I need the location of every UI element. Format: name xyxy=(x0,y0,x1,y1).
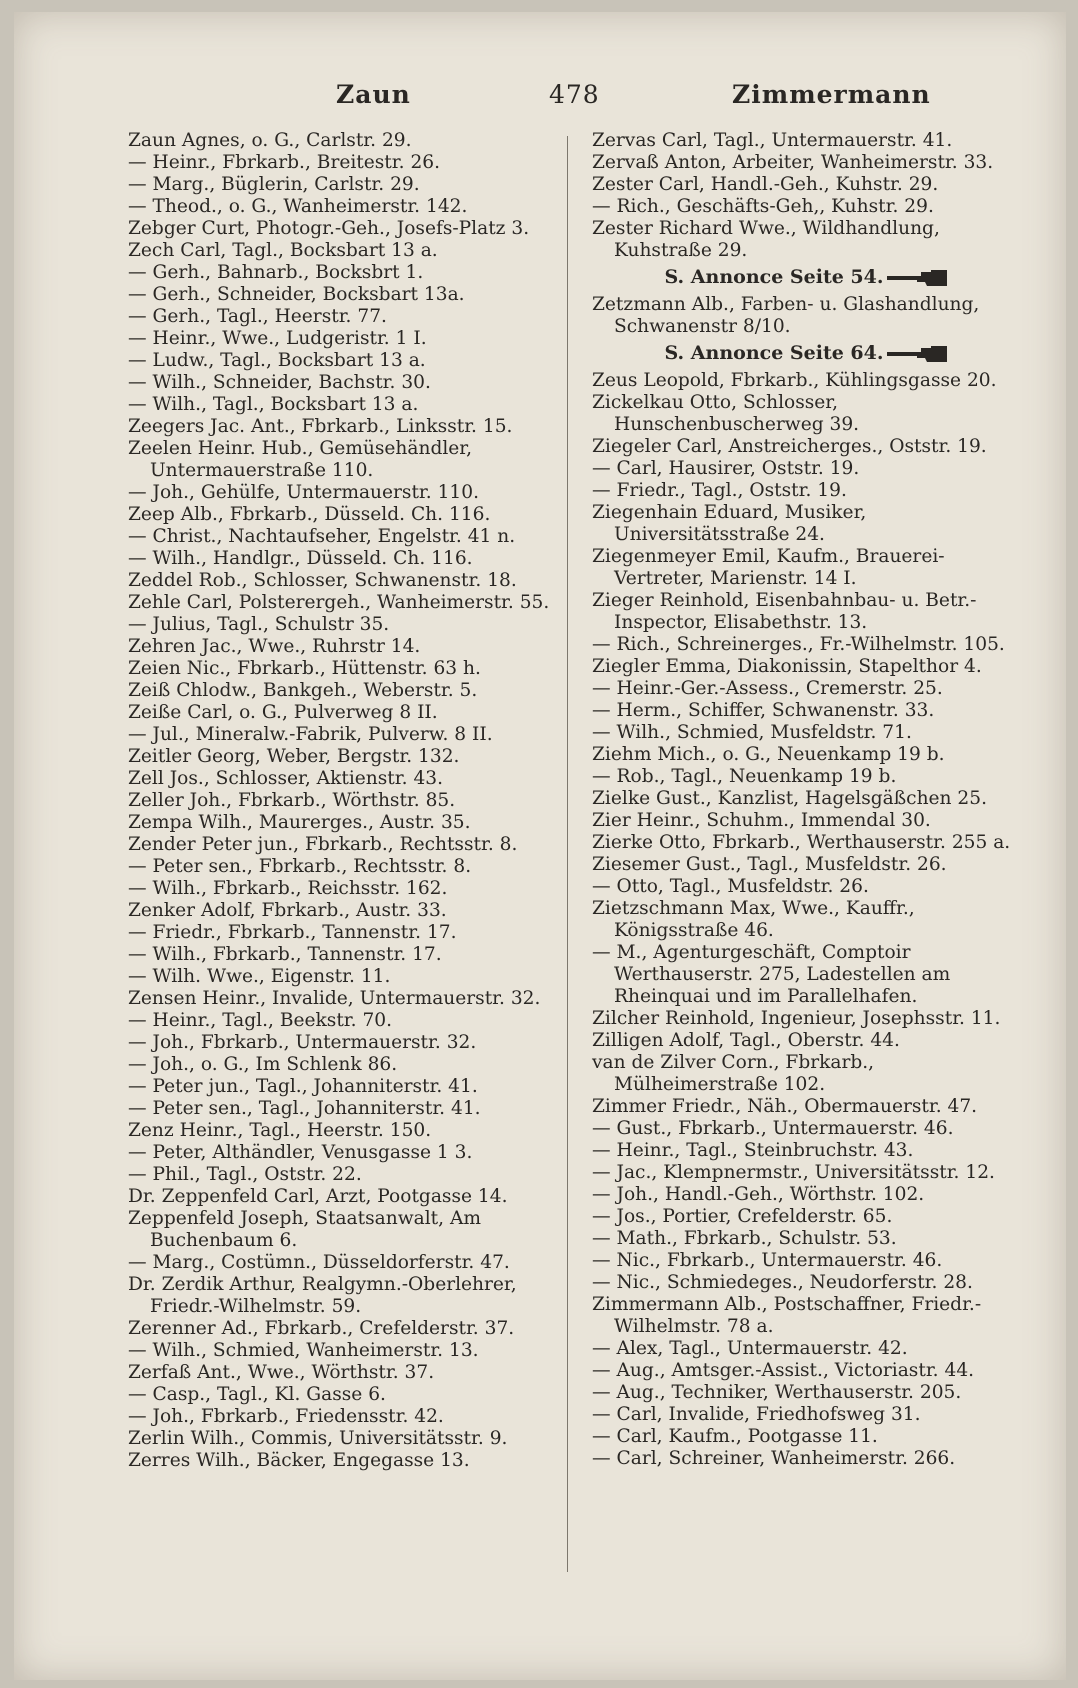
header-right-keyword: Zimmermann xyxy=(732,80,931,109)
directory-entry: Zeitler Georg, Weber, Bergstr. 132. xyxy=(128,746,460,767)
directory-entry: — Wilh. Wwe., Eigenstr. 11. xyxy=(128,966,391,987)
directory-entry: — Christ., Nachtaufseher, Engelstr. 41 n. xyxy=(128,526,516,547)
directory-entry: van de Zilver Corn., Fbrkarb., Mülheimerstraße 102. xyxy=(592,1052,875,1095)
directory-entry: — Joh., Fbrkarb., Untermauerstr. 32. xyxy=(128,1032,477,1053)
directory-entry: — Gerh., Tagl., Heerstr. 77. xyxy=(128,306,387,327)
directory-entry: — Herm., Schiffer, Schwanenstr. 33. xyxy=(592,700,935,721)
directory-entry: Zervaß Anton, Arbeiter, Wanheimerstr. 33. xyxy=(592,152,994,173)
directory-entry: Zeiße Carl, o. G., Pulverweg 8 II. xyxy=(128,702,438,723)
directory-entry: — Joh., Handl.-Geh., Wörthstr. 102. xyxy=(592,1184,925,1205)
directory-entry: Zech Carl, Tagl., Bocksbart 13 a. xyxy=(128,240,438,261)
directory-entry: Zerres Wilh., Bäcker, Engegasse 13. xyxy=(128,1450,470,1471)
directory-entry: — Math., Fbrkarb., Schulstr. 53. xyxy=(592,1228,897,1249)
directory-entry: — Jos., Portier, Crefelderstr. 65. xyxy=(592,1206,893,1227)
directory-entry: Zeelen Heinr. Hub., Gemüsehändler, Untermauerstraße 110. xyxy=(128,438,473,481)
directory-entry: — Peter sen., Fbrkarb., Rechtsstr. 8. xyxy=(128,856,472,877)
directory-entry: Zehren Jac., Wwe., Ruhrstr 14. xyxy=(128,636,421,657)
directory-page xyxy=(14,12,1066,1680)
directory-entry: — Otto, Tagl., Musfeldstr. 26. xyxy=(592,876,869,897)
directory-entry: Zilligen Adolf, Tagl., Oberstr. 44. xyxy=(592,1030,900,1051)
directory-entry: — Rich., Geschäfts-Geh,, Kuhstr. 29. xyxy=(592,196,934,217)
directory-entry: — Casp., Tagl., Kl. Gasse 6. xyxy=(128,1384,386,1405)
directory-entry: — Jac., Klempnermstr., Universitätsstr. 12. xyxy=(592,1162,995,1183)
directory-entry: — Peter jun., Tagl., Johanniterstr. 41. xyxy=(128,1076,478,1097)
directory-entry: Zehle Carl, Polsterergeh., Wanheimerstr. 55. xyxy=(128,592,550,613)
directory-entry: — Carl, Hausirer, Oststr. 19. xyxy=(592,458,860,479)
directory-entry: Dr. Zeppenfeld Carl, Arzt, Pootgasse 14. xyxy=(128,1186,508,1207)
directory-entry: Zierke Otto, Fbrkarb., Werthauserstr. 255 a. xyxy=(592,832,1011,853)
left-column xyxy=(128,130,556,1472)
directory-entry: — Rich., Schreinerges., Fr.-Wilhelmstr. 105. xyxy=(592,634,1005,655)
directory-entry: — Heinr.-Ger.-Assess., Cremerstr. 25. xyxy=(592,678,943,699)
directory-entry: — Carl, Kaufm., Pootgasse 11. xyxy=(592,1426,878,1447)
directory-entry: — Peter, Althändler, Venusgasse 1 3. xyxy=(128,1142,473,1163)
annonce-text: S. Annonce Seite 54. xyxy=(664,266,884,288)
directory-entry: Zender Peter jun., Fbrkarb., Rechtsstr. 8. xyxy=(128,834,518,855)
directory-entry: — Gerh., Bahnarb., Bocksbrt 1. xyxy=(128,262,424,283)
directory-entry: — Nic., Fbrkarb., Untermauerstr. 46. xyxy=(592,1250,943,1271)
directory-entry: Ziegeler Carl, Anstreicherges., Oststr. 19. xyxy=(592,436,987,457)
annonce-reference xyxy=(592,266,1020,288)
directory-entry: Zeegers Jac. Ant., Fbrkarb., Linksstr. 15. xyxy=(128,416,513,437)
directory-entry: Zier Heinr., Schuhm., Immendal 30. xyxy=(592,810,931,831)
directory-entry: — Julius, Tagl., Schulstr 35. xyxy=(128,614,390,635)
directory-entry: Zieger Reinhold, Eisenbahnbau- u. Betr.-Inspector, Elisabethstr. 13. xyxy=(592,590,977,633)
directory-entry: Zilcher Reinhold, Ingenieur, Josephsstr. 11. xyxy=(592,1008,1001,1029)
directory-entry: — Wilh., Fbrkarb., Tannenstr. 17. xyxy=(128,944,442,965)
directory-entry: — Carl, Invalide, Friedhofsweg 31. xyxy=(592,1404,921,1425)
directory-entry: Zaun Agnes, o. G., Carlstr. 29. xyxy=(128,130,412,151)
directory-entry: Zebger Curt, Photogr.-Geh., Josefs-Platz 3. xyxy=(128,218,530,239)
directory-entry: — Heinr., Tagl., Beekstr. 70. xyxy=(128,1010,393,1031)
directory-entry: Zervas Carl, Tagl., Untermauerstr. 41. xyxy=(592,130,953,151)
directory-entry: — Wilh., Fbrkarb., Reichsstr. 162. xyxy=(128,878,448,899)
directory-entry: Ziegenhain Eduard, Musiker, Universitätsstraße 24. xyxy=(592,502,867,545)
annonce-reference xyxy=(592,342,1020,364)
directory-entry: — Alex, Tagl., Untermauerstr. 42. xyxy=(592,1338,908,1359)
directory-entry: Zeep Alb., Fbrkarb., Düsseld. Ch. 116. xyxy=(128,504,491,525)
directory-entry: — Rob., Tagl., Neuenkamp 19 b. xyxy=(592,766,897,787)
directory-entry: — Carl, Schreiner, Wanheimerstr. 266. xyxy=(592,1448,956,1469)
directory-entry: — Aug., Amtsger.-Assist., Victoriastr. 44. xyxy=(592,1360,975,1381)
directory-entry: — Gerh., Schneider, Bocksbart 13a. xyxy=(128,284,465,305)
column-divider xyxy=(567,136,568,1572)
directory-entry: Zimmer Friedr., Näh., Obermauerstr. 47. xyxy=(592,1096,978,1117)
directory-entry: — Wilh., Tagl., Bocksbart 13 a. xyxy=(128,394,419,415)
directory-entry: Zeus Leopold, Fbrkarb., Kühlingsgasse 20. xyxy=(592,370,997,391)
directory-entry: Zerfaß Ant., Wwe., Wörthstr. 37. xyxy=(128,1362,435,1383)
directory-entry: — Ludw., Tagl., Bocksbart 13 a. xyxy=(128,350,426,371)
directory-entry: Zerlin Wilh., Commis, Universitätsstr. 9. xyxy=(128,1428,508,1449)
page-number: 478 xyxy=(549,80,600,109)
directory-entry: — Heinr., Wwe., Ludgeristr. 1 I. xyxy=(128,328,427,349)
annonce-text: S. Annonce Seite 64. xyxy=(664,342,884,364)
directory-entry: Zerenner Ad., Fbrkarb., Crefelderstr. 37. xyxy=(128,1318,515,1339)
directory-entry: Zeien Nic., Fbrkarb., Hüttenstr. 63 h. xyxy=(128,658,481,679)
directory-entry: — Joh., o. G., Im Schlenk 86. xyxy=(128,1054,398,1075)
directory-entry: Ziehm Mich., o. G., Neuenkamp 19 b. xyxy=(592,744,945,765)
directory-entry: — Joh., Fbrkarb., Friedensstr. 42. xyxy=(128,1406,444,1427)
directory-entry: — Friedr., Tagl., Oststr. 19. xyxy=(592,480,847,501)
directory-entry: Zielke Gust., Kanzlist, Hagelsgäßchen 25. xyxy=(592,788,987,809)
directory-entry: — Wilh., Schneider, Bachstr. 30. xyxy=(128,372,431,393)
directory-entry: Zeiß Chlodw., Bankgeh., Weberstr. 5. xyxy=(128,680,478,701)
page-header xyxy=(114,80,986,114)
directory-entry: — Aug., Techniker, Werthauserstr. 205. xyxy=(592,1382,962,1403)
directory-entry: — Phil., Tagl., Oststr. 22. xyxy=(128,1164,362,1185)
directory-entry: Ziegler Emma, Diakonissin, Stapelthor 4. xyxy=(592,656,982,677)
directory-entry: — Gust., Fbrkarb., Untermauerstr. 46. xyxy=(592,1118,954,1139)
directory-entry: Ziesemer Gust., Tagl., Musfeldstr. 26. xyxy=(592,854,947,875)
directory-entry: Zensen Heinr., Invalide, Untermauerstr. 32. xyxy=(128,988,541,1009)
pointing-hand-icon xyxy=(887,346,947,362)
directory-entry: Zenz Heinr., Tagl., Heerstr. 150. xyxy=(128,1120,432,1141)
directory-entry: — Theod., o. G., Wanheimerstr. 142. xyxy=(128,196,468,217)
directory-entry: — Jul., Mineralw.-Fabrik, Pulverw. 8 II. xyxy=(128,724,493,745)
directory-entry: — M., Agenturgeschäft, Comptoir Werthauserstr. 275, Ladestellen am Rheinquai und im Parallelhafen. xyxy=(592,942,951,1007)
directory-entry: — Wilh., Schmied, Musfeldstr. 71. xyxy=(592,722,912,743)
directory-entry: Zester Richard Wwe., Wildhandlung, Kuhstraße 29. xyxy=(592,218,940,261)
directory-entry: — Wilh., Handlgr., Düsseld. Ch. 116. xyxy=(128,548,473,569)
directory-entry: — Heinr., Tagl., Steinbruchstr. 43. xyxy=(592,1140,914,1161)
directory-entry: Zeppenfeld Joseph, Staatsanwalt, Am Buchenbaum 6. xyxy=(128,1208,481,1251)
directory-entry: — Marg., Büglerin, Carlstr. 29. xyxy=(128,174,420,195)
directory-entry: Zempa Wilh., Maurerges., Austr. 35. xyxy=(128,812,471,833)
directory-entry: — Heinr., Fbrkarb., Breitestr. 26. xyxy=(128,152,441,173)
directory-entry: Zimmermann Alb., Postschaffner, Friedr.-Wilhelmstr. 78 a. xyxy=(592,1294,982,1337)
directory-entry: Zietzschmann Max, Wwe., Kauffr., Königsstraße 46. xyxy=(592,898,915,941)
directory-entry: Zell Jos., Schlosser, Aktienstr. 43. xyxy=(128,768,444,789)
directory-entry: — Peter sen., Tagl., Johanniterstr. 41. xyxy=(128,1098,481,1119)
directory-entry: Zester Carl, Handl.-Geh., Kuhstr. 29. xyxy=(592,174,939,195)
directory-entry: — Joh., Gehülfe, Untermauerstr. 110. xyxy=(128,482,479,503)
directory-entry: — Friedr., Fbrkarb., Tannenstr. 17. xyxy=(128,922,457,943)
directory-entry: Zetzmann Alb., Farben- u. Glashandlung, Schwanenstr 8/10. xyxy=(592,294,980,337)
directory-entry: Dr. Zerdik Arthur, Realgymn.-Oberlehrer, Friedr.-Wilhelmstr. 59. xyxy=(128,1274,517,1317)
directory-entry: Zenker Adolf, Fbrkarb., Austr. 33. xyxy=(128,900,447,921)
directory-entry: — Marg., Costümn., Düsseldorferstr. 47. xyxy=(128,1252,510,1273)
directory-entry: — Nic., Schmiedeges., Neudorferstr. 28. xyxy=(592,1272,973,1293)
directory-entry: Zeller Joh., Fbrkarb., Wörthstr. 85. xyxy=(128,790,456,811)
directory-entry: Zickelkau Otto, Schlosser, Hunschenbuscherweg 39. xyxy=(592,392,860,435)
directory-entry: Ziegenmeyer Emil, Kaufm., Brauerei-Vertreter, Marienstr. 14 I. xyxy=(592,546,945,589)
pointing-hand-icon xyxy=(887,270,947,286)
header-left-keyword: Zaun xyxy=(336,80,411,109)
directory-entry: — Wilh., Schmied, Wanheimerstr. 13. xyxy=(128,1340,479,1361)
right-column xyxy=(592,130,1020,1470)
directory-entry: Zeddel Rob., Schlosser, Schwanenstr. 18. xyxy=(128,570,517,591)
